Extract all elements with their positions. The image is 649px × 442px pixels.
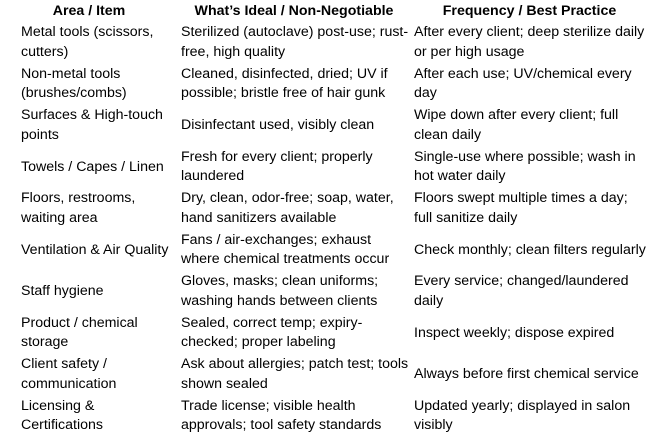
cell-area [0, 271, 178, 313]
cell-ideal [178, 271, 410, 313]
cell-area [0, 188, 178, 230]
cell-ideal [178, 147, 410, 189]
table-row [0, 313, 649, 355]
cell-frequency-text: Check monthly; clean filters regularly [414, 241, 646, 258]
cell-area-text: Product / chemical storage [21, 314, 138, 351]
cell-ideal-text: Sterilized (autoclave) post-use; rust-free, high quality [181, 24, 409, 60]
cell-frequency [410, 188, 649, 230]
cell-frequency-text: After every client; deep sterilize daily or per high usage [414, 24, 645, 60]
cell-area-text: Floors, restrooms, waiting area [21, 190, 136, 226]
cell-frequency-text: Inspect weekly; dispose expired [414, 324, 615, 341]
cell-frequency-text: Wipe down after every client; full clean daily [414, 107, 619, 143]
cell-area-text: Non-metal tools (brushes/combs) [21, 65, 127, 102]
table-header [0, 0, 649, 22]
cell-area-text: Ventilation & Air Quality [21, 241, 169, 258]
cell-ideal [178, 22, 410, 64]
cell-ideal-text: Gloves, masks; clean uniforms; washing hands between clients [181, 273, 379, 309]
cell-area [0, 396, 178, 438]
cell-frequency [410, 230, 649, 272]
cell-area [0, 354, 178, 396]
cell-frequency [410, 105, 649, 147]
cell-frequency [410, 396, 649, 438]
cell-frequency [410, 147, 649, 189]
cell-frequency-text: Every service; changed/laundered daily [414, 273, 629, 309]
cell-ideal-text: Cleaned, disinfected, dried; UV if possible; bristle free of hair gunk [181, 65, 388, 102]
cell-ideal-text: Fans / air-exchanges; exhaust where chemical treatments occur [181, 231, 390, 268]
cell-frequency [410, 22, 649, 64]
table-row [0, 396, 649, 438]
cell-area-text: Surfaces & High-touch points [21, 107, 163, 143]
cell-frequency-text: Always before first chemical service [414, 366, 639, 383]
cell-frequency [410, 354, 649, 396]
table-row [0, 105, 649, 147]
table-row [0, 147, 649, 189]
column-header-ideal: What’s Ideal / Non-Negotiable [194, 3, 394, 19]
cell-area [0, 22, 178, 64]
cell-ideal [178, 313, 410, 355]
cell-ideal-text: Fresh for every client; properly laundered [181, 148, 373, 185]
cell-ideal [178, 105, 410, 147]
cell-area-text: Licensing & Certifications [21, 397, 104, 434]
cell-frequency [410, 271, 649, 313]
header-row [0, 0, 649, 22]
table-row [0, 22, 649, 64]
cell-area-text: Client safety / communication [21, 356, 117, 392]
column-header-area: Area / Item [52, 3, 126, 19]
column-header-frequency: Frequency / Best Practice [442, 3, 617, 19]
cell-ideal-text: Sealed, correct temp; expiry-checked; proper labeling [181, 314, 363, 351]
cell-area [0, 230, 178, 272]
table-body [0, 22, 649, 437]
cell-area-text: Metal tools (scissors, cutters) [21, 24, 154, 60]
cell-ideal [178, 354, 410, 396]
cell-area [0, 147, 178, 189]
cell-frequency [410, 64, 649, 106]
cell-ideal-text: Disinfectant used, visibly clean [181, 117, 375, 134]
cell-area-text: Staff hygiene [21, 283, 104, 300]
table-row [0, 230, 649, 272]
cell-ideal [178, 64, 410, 106]
cell-ideal-text: Dry, clean, odor-free; soap, water, hand sanitizers available [181, 190, 394, 226]
cell-ideal-text: Ask about allergies; patch test; tools shown sealed [181, 356, 409, 392]
cell-area-text: Towels / Capes / Linen [21, 158, 164, 175]
table-row [0, 188, 649, 230]
cell-area [0, 64, 178, 106]
cell-ideal-text: Trade license; visible health approvals; tool safety standards [181, 397, 382, 434]
cell-frequency-text: Updated yearly; displayed in salon visibly [414, 397, 631, 434]
cell-frequency-text: Floors swept multiple times a day; full sanitize daily [414, 190, 628, 226]
cell-ideal [178, 230, 410, 272]
cell-ideal [178, 396, 410, 438]
cell-frequency [410, 313, 649, 355]
table-row [0, 64, 649, 106]
cell-frequency-text: Single-use where possible; wash in hot water daily [414, 148, 636, 185]
table-row [0, 354, 649, 396]
cell-area [0, 105, 178, 147]
table-row [0, 271, 649, 313]
cell-frequency-text: After each use; UV/chemical every day [414, 65, 632, 102]
cell-ideal [178, 188, 410, 230]
cell-area [0, 313, 178, 355]
